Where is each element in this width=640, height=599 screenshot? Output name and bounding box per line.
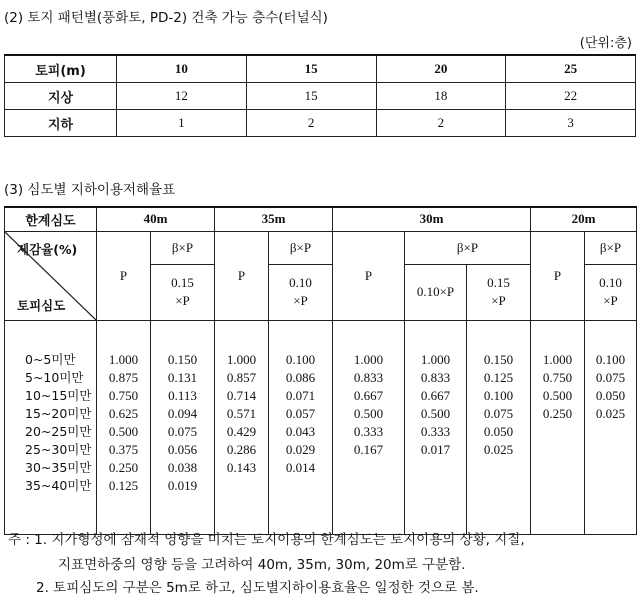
p-header-35: P bbox=[215, 231, 269, 320]
reduction-rate-label: 제감율(%) bbox=[17, 241, 78, 257]
note-line-2: 지표면하중의 영향 등을 고려하여 40m, 35m, 30m, 20m로 구분함. bbox=[58, 557, 466, 573]
note-line-1: 주 : 1. 지가형성에 잠재적 영향을 미치는 토지이용의 한계심도는 토지이용의 상황, 지질, bbox=[8, 532, 525, 548]
depth-impairment-table bbox=[4, 206, 637, 535]
col-35-p: 1.000 0.857 0.714 0.571 0.429 0.286 0.143 bbox=[215, 320, 269, 534]
header-20m: 20m bbox=[531, 207, 637, 231]
depth-range-labels: 0~5미만 5~10미만 10~15미만 15~20미만 20~25미만 25~30미만 30~35미만 35~40미만 bbox=[5, 320, 97, 534]
header-35m: 35m bbox=[215, 207, 333, 231]
sub-010xp-30: 0.10×P bbox=[405, 264, 467, 320]
cover-depth-label: 토피심도 bbox=[17, 297, 66, 313]
cell: 2 bbox=[376, 110, 506, 137]
row-above-ground-label: 지상 bbox=[5, 83, 117, 110]
header-depth-10: 10 bbox=[117, 55, 247, 83]
cell: 12 bbox=[117, 83, 247, 110]
cell: 18 bbox=[376, 83, 506, 110]
header-30m: 30m bbox=[333, 207, 531, 231]
header-limit-depth: 한계심도 bbox=[5, 207, 97, 231]
floors-table bbox=[4, 54, 636, 137]
sub-010xp-35: 0.10 ×P bbox=[269, 264, 333, 320]
cell: 1 bbox=[117, 110, 247, 137]
col-35-bxp: 0.100 0.086 0.071 0.057 0.043 0.029 0.014 bbox=[269, 320, 333, 534]
p-header-20: P bbox=[531, 231, 585, 320]
col-30-bxp-2: 0.150 0.125 0.100 0.075 0.050 0.025 bbox=[467, 320, 531, 534]
header-cover-depth: 토피(m) bbox=[5, 55, 117, 83]
section-3-title: (3) 심도별 지하이용저해율표 bbox=[4, 182, 176, 198]
col-20-bxp: 0.100 0.075 0.050 0.025 bbox=[585, 320, 637, 534]
bxp-header-35: β×P bbox=[269, 231, 333, 264]
diagonal-header-cell bbox=[5, 231, 97, 320]
bxp-header-20: β×P bbox=[585, 231, 637, 264]
section-2-title: (2) 토지 패턴별(풍화토, PD-2) 건축 가능 층수(터널식) bbox=[4, 10, 328, 26]
header-depth-25: 25 bbox=[506, 55, 636, 83]
col-30-p: 1.000 0.833 0.667 0.500 0.333 0.167 bbox=[333, 320, 405, 534]
sub-010xp-20: 0.10 ×P bbox=[585, 264, 637, 320]
header-depth-20: 20 bbox=[376, 55, 506, 83]
col-40-p: 1.000 0.875 0.750 0.625 0.500 0.375 0.250 0.125 bbox=[97, 320, 151, 534]
p-header-30: P bbox=[333, 231, 405, 320]
cell: 2 bbox=[246, 110, 376, 137]
cell: 22 bbox=[506, 83, 636, 110]
sub-015xp-30: 0.15 ×P bbox=[467, 264, 531, 320]
unit-label: (단위:층) bbox=[579, 36, 632, 51]
header-40m: 40m bbox=[97, 207, 215, 231]
p-header-40: P bbox=[97, 231, 151, 320]
col-20-p: 1.000 0.750 0.500 0.250 bbox=[531, 320, 585, 534]
cell: 15 bbox=[246, 83, 376, 110]
row-underground-label: 지하 bbox=[5, 110, 117, 137]
header-depth-15: 15 bbox=[246, 55, 376, 83]
sub-015xp-40: 0.15 ×P bbox=[151, 264, 215, 320]
bxp-header-30: β×P bbox=[405, 231, 531, 264]
bxp-header-40: β×P bbox=[151, 231, 215, 264]
col-30-bxp-1: 1.000 0.833 0.667 0.500 0.333 0.017 bbox=[405, 320, 467, 534]
col-40-bxp: 0.150 0.131 0.113 0.094 0.075 0.056 0.038 0.019 bbox=[151, 320, 215, 534]
note-line-3: 2. 토피심도의 구분은 5m로 하고, 심도별지하이용효율은 일정한 것으로 봄. bbox=[36, 580, 479, 596]
cell: 3 bbox=[506, 110, 636, 137]
